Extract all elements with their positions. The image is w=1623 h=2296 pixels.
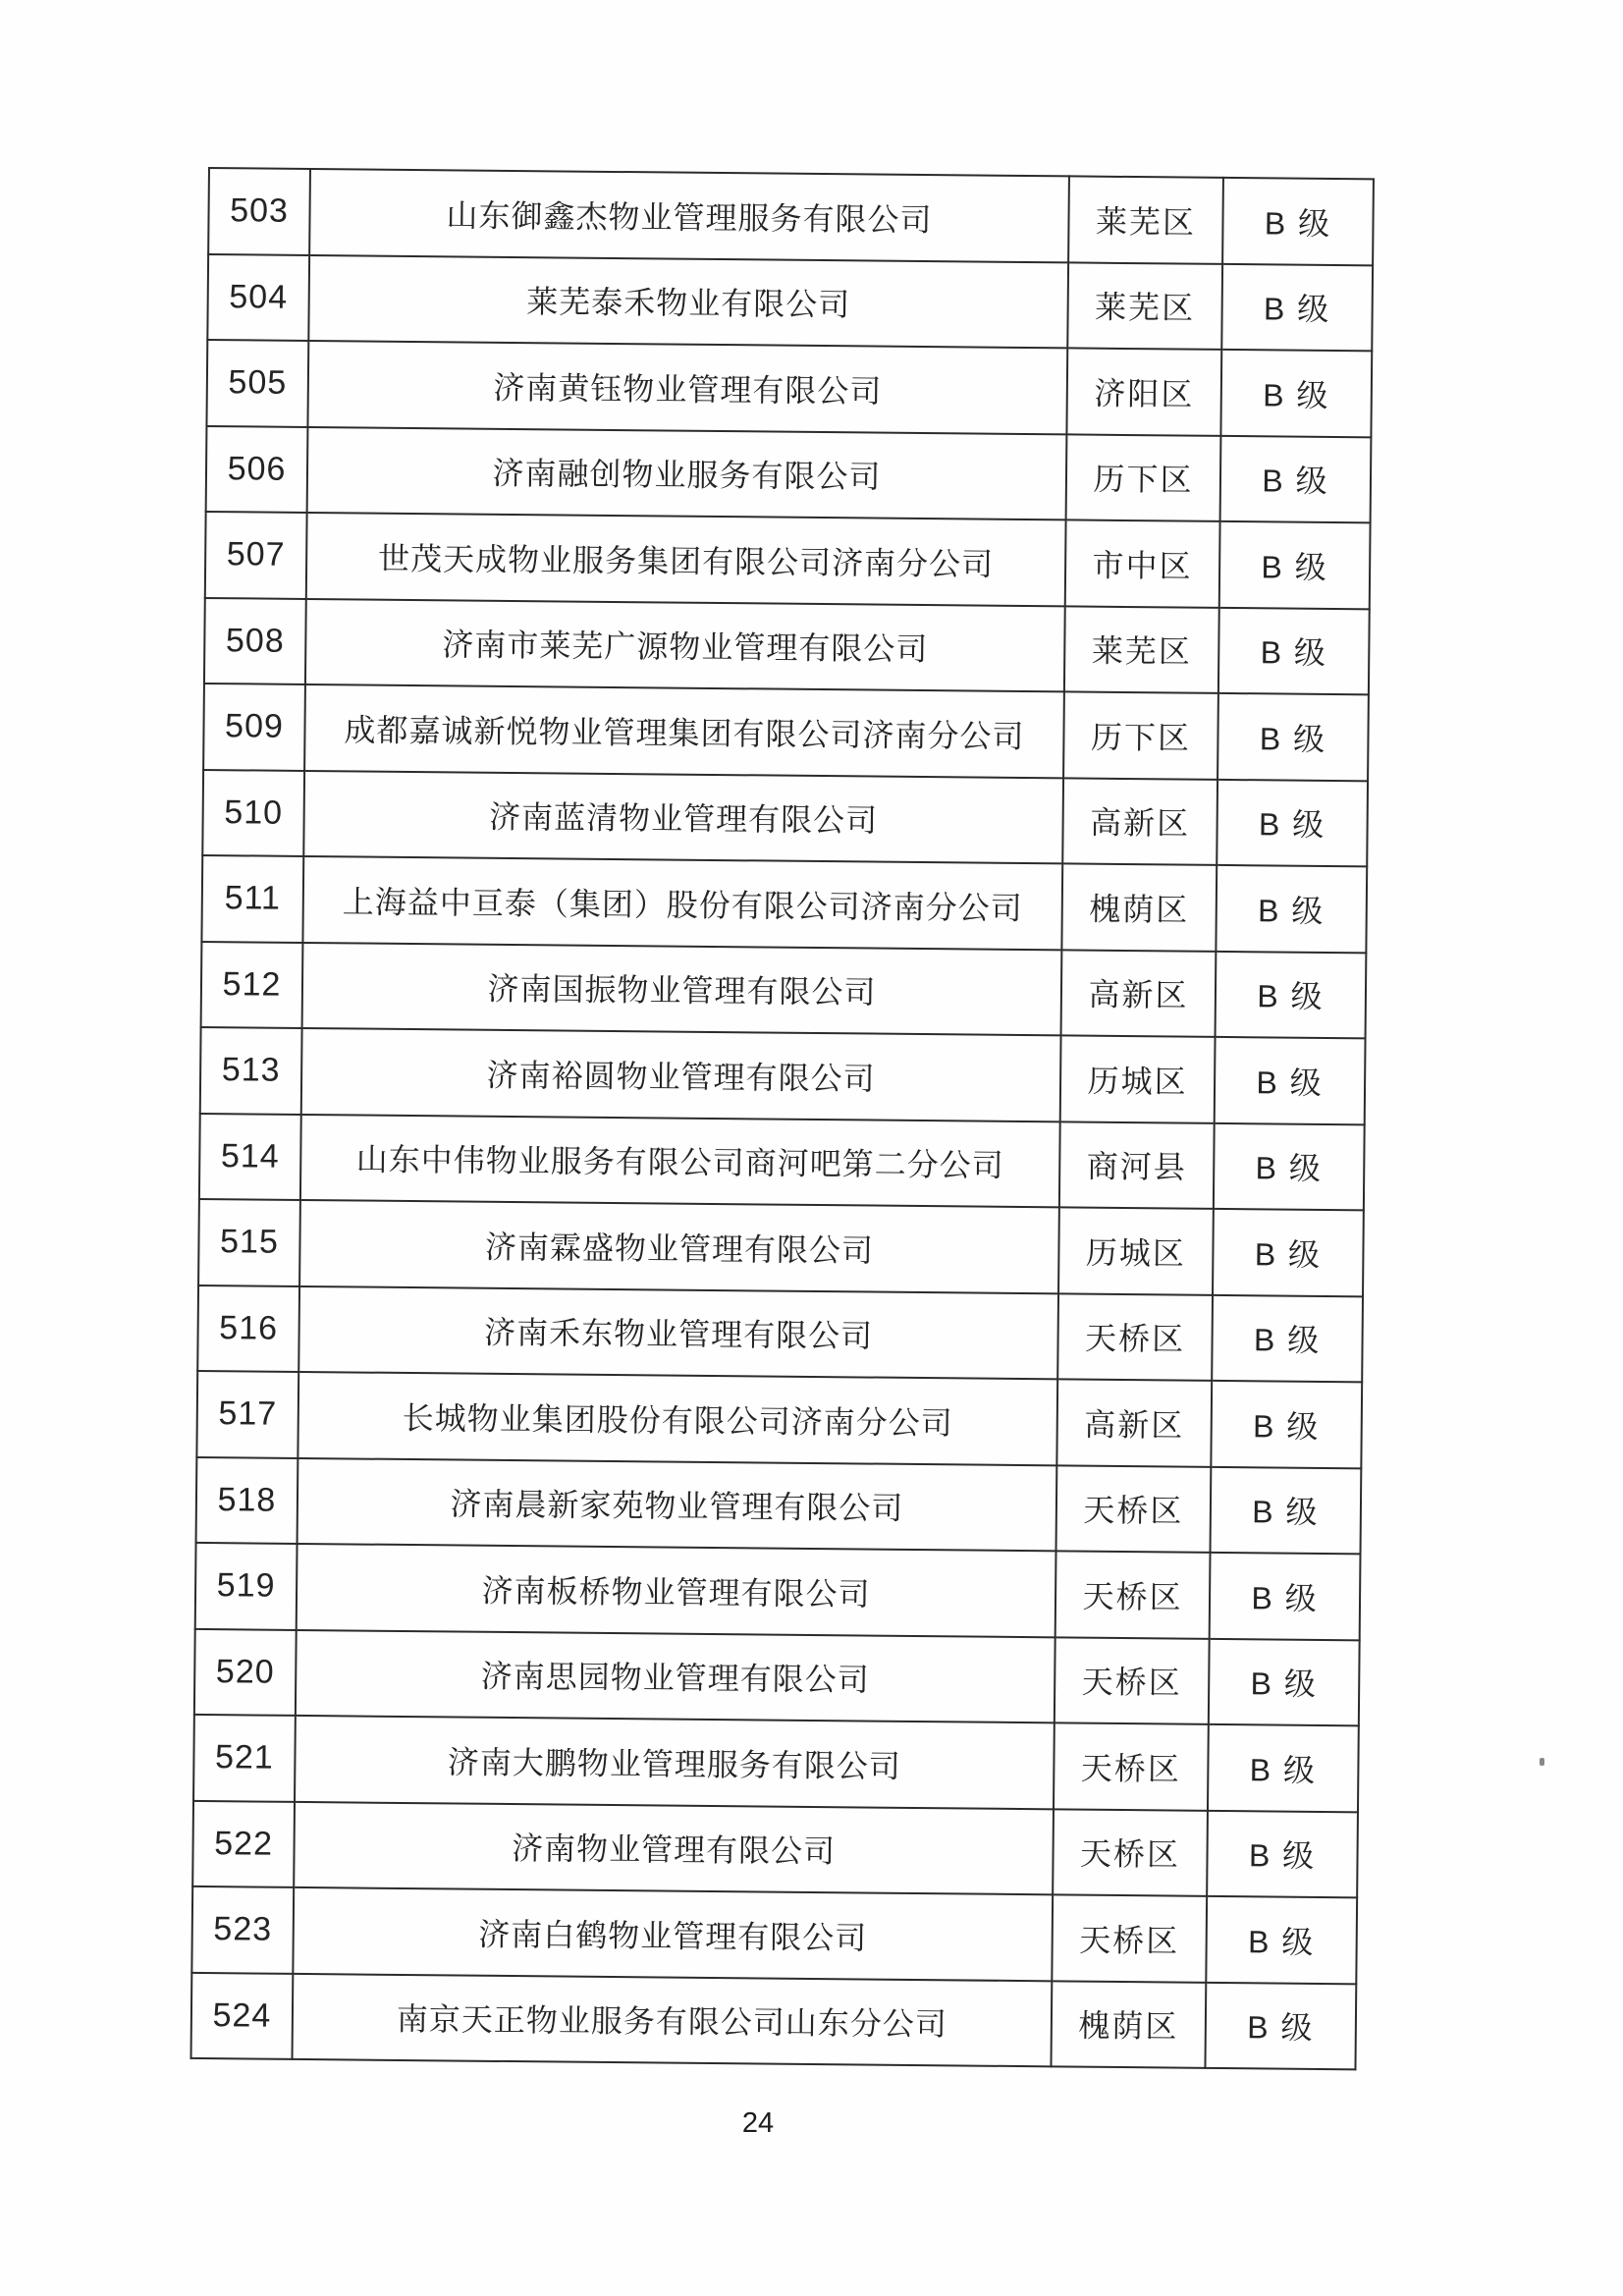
grade-cell: B 级	[1214, 1122, 1365, 1210]
row-number-cell: 519	[195, 1543, 298, 1629]
company-name-cell: 济南思园物业管理有限公司	[296, 1629, 1055, 1722]
grade-cell: B 级	[1206, 1896, 1357, 1984]
table-row	[194, 1628, 1360, 1725]
district-cell: 天桥区	[1056, 1465, 1212, 1553]
table-row	[196, 1456, 1362, 1554]
table-row	[202, 769, 1368, 866]
district-cell: 高新区	[1056, 1379, 1212, 1466]
district-cell: 历下区	[1066, 434, 1221, 521]
company-name-cell: 山东御鑫杰物业管理服务有限公司	[309, 169, 1069, 262]
company-table-body	[191, 168, 1374, 2069]
grade-cell: B 级	[1211, 1466, 1362, 1554]
row-number-cell: 520	[194, 1628, 297, 1715]
grade-cell: B 级	[1219, 521, 1371, 609]
company-name-cell: 长城物业集团股份有限公司济南分公司	[298, 1372, 1057, 1465]
grade-cell: B 级	[1216, 951, 1367, 1038]
district-cell: 天桥区	[1054, 1722, 1209, 1810]
grade-cell: B 级	[1208, 1724, 1359, 1812]
company-name-cell: 济南物业管理有限公司	[294, 1801, 1054, 1894]
district-cell: 历下区	[1063, 691, 1218, 779]
row-number-cell: 510	[202, 769, 304, 855]
row-number-cell: 506	[206, 425, 308, 512]
district-cell: 槐荫区	[1061, 863, 1217, 951]
row-number-cell: 521	[193, 1715, 296, 1801]
table-row	[195, 1543, 1361, 1640]
district-cell: 天桥区	[1055, 1637, 1210, 1724]
company-name-cell: 山东中伟物业服务有限公司商河吧第二分公司	[300, 1114, 1060, 1207]
company-name-cell: 济南国振物业管理有限公司	[302, 942, 1062, 1035]
row-number-cell: 505	[206, 340, 308, 426]
company-name-cell: 济南黄钰物业管理有限公司	[307, 341, 1067, 434]
row-number-cell: 508	[204, 597, 306, 683]
company-name-cell: 莱芜泰禾物业有限公司	[308, 254, 1068, 348]
table-row	[198, 1199, 1364, 1296]
row-number-cell: 507	[205, 512, 307, 598]
company-name-cell: 上海益中亘泰（集团）股份有限公司济南分公司	[302, 856, 1062, 950]
district-cell: 槐荫区	[1051, 1981, 1206, 2068]
table-row	[206, 340, 1372, 437]
district-cell: 历城区	[1060, 1035, 1216, 1122]
grade-cell: B 级	[1220, 435, 1372, 522]
table-row	[205, 512, 1371, 609]
district-cell: 天桥区	[1053, 1809, 1208, 1896]
grade-cell: B 级	[1213, 1209, 1364, 1296]
row-number-cell: 513	[200, 1027, 302, 1114]
district-cell: 天桥区	[1055, 1551, 1211, 1638]
district-cell: 历城区	[1058, 1207, 1214, 1294]
company-name-cell: 济南融创物业服务有限公司	[307, 426, 1067, 519]
row-number-cell: 522	[192, 1800, 295, 1886]
row-number-cell: 515	[198, 1199, 300, 1285]
company-grade-table	[190, 167, 1375, 2070]
table-row	[201, 855, 1367, 953]
table-row	[193, 1715, 1359, 1812]
district-cell: 天桥区	[1057, 1293, 1213, 1381]
company-name-cell: 济南裕圆物业管理有限公司	[301, 1028, 1061, 1121]
table-row	[191, 1972, 1357, 2069]
company-name-cell: 济南禾东物业管理有限公司	[298, 1285, 1058, 1379]
table-row	[201, 941, 1367, 1038]
company-name-cell: 世茂天成物业服务集团有限公司济南分公司	[306, 513, 1066, 606]
row-number-cell: 518	[196, 1456, 298, 1543]
district-cell: 高新区	[1062, 778, 1217, 865]
grade-cell: B 级	[1220, 350, 1372, 437]
grade-cell: B 级	[1210, 1553, 1361, 1640]
company-name-cell: 济南蓝清物业管理有限公司	[303, 770, 1063, 863]
table-row	[206, 425, 1372, 522]
company-name-cell: 济南霖盛物业管理有限公司	[299, 1200, 1059, 1293]
row-number-cell: 524	[191, 1972, 294, 2058]
district-cell: 济阳区	[1066, 348, 1221, 435]
table-row	[200, 1027, 1366, 1124]
grade-cell: B 级	[1217, 779, 1368, 866]
grade-cell: B 级	[1212, 1294, 1363, 1382]
row-number-cell: 514	[199, 1113, 301, 1199]
row-number-cell: 509	[203, 683, 305, 770]
row-number-cell: 516	[197, 1285, 299, 1371]
company-name-cell: 成都嘉诚新悦物业管理集团有限公司济南分公司	[304, 684, 1064, 778]
company-name-cell: 济南板桥物业管理有限公司	[297, 1544, 1056, 1637]
page-number: 24	[741, 2107, 775, 2139]
grade-cell: B 级	[1215, 1037, 1366, 1124]
district-cell: 莱芜区	[1068, 176, 1223, 263]
row-number-cell: 503	[208, 168, 310, 254]
table-row	[192, 1800, 1358, 1897]
company-name-cell: 济南大鹏物业管理服务有限公司	[295, 1716, 1055, 1809]
grade-cell: B 级	[1211, 1381, 1362, 1468]
district-cell: 高新区	[1061, 950, 1217, 1037]
row-number-cell: 517	[196, 1371, 298, 1457]
row-number-cell: 523	[191, 1886, 294, 1973]
table-row	[203, 683, 1369, 781]
table-row	[197, 1285, 1363, 1382]
grade-cell: B 级	[1205, 1982, 1356, 2069]
grade-cell: B 级	[1216, 865, 1367, 953]
grade-cell: B 级	[1221, 263, 1373, 351]
grade-cell: B 级	[1207, 1810, 1358, 1897]
grade-cell: B 级	[1217, 693, 1369, 781]
district-cell: 莱芜区	[1067, 262, 1222, 350]
company-name-cell: 济南白鹤物业管理有限公司	[293, 1887, 1053, 1981]
table-row	[204, 597, 1370, 694]
company-name-cell: 济南市莱芜广源物业管理有限公司	[305, 598, 1065, 691]
table-row	[191, 1886, 1357, 1984]
company-name-cell: 济南晨新家苑物业管理有限公司	[298, 1457, 1057, 1551]
table-row	[199, 1113, 1365, 1210]
scan-speck-artifact	[1540, 1758, 1544, 1766]
grade-cell: B 级	[1222, 178, 1374, 265]
table-row	[207, 254, 1373, 352]
district-cell: 天桥区	[1052, 1894, 1207, 1982]
row-number-cell: 512	[201, 941, 303, 1027]
row-number-cell: 504	[207, 254, 309, 341]
table-row	[208, 168, 1374, 265]
table-row	[196, 1371, 1362, 1468]
district-cell: 莱芜区	[1064, 606, 1219, 693]
district-cell: 商河县	[1059, 1121, 1215, 1209]
company-grade-table-wrap	[190, 167, 1375, 2070]
grade-cell: B 级	[1218, 607, 1370, 694]
company-name-cell: 南京天正物业服务有限公司山东分公司	[293, 1973, 1053, 2066]
grade-cell: B 级	[1209, 1638, 1360, 1725]
row-number-cell: 511	[201, 855, 303, 942]
district-cell: 市中区	[1065, 519, 1220, 607]
